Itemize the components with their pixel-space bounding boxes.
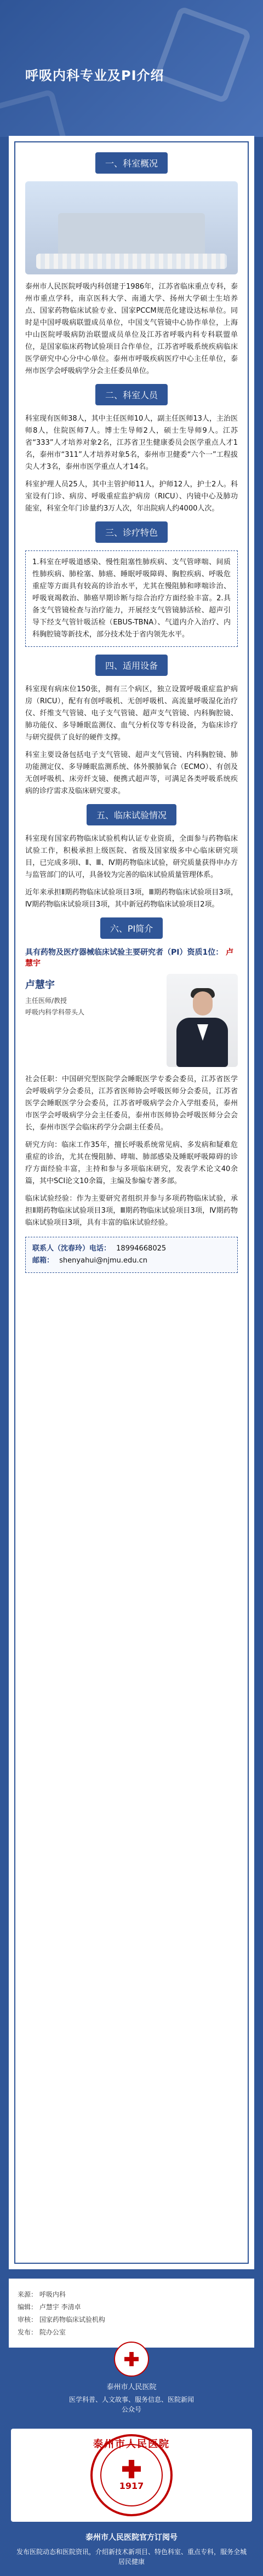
meta-editor-label: 编辑： xyxy=(18,2303,38,2311)
contact-email-label: 邮箱： xyxy=(32,1257,54,1265)
section-title: 二、科室人员 xyxy=(95,384,168,405)
equipment-text: 科室现有病床位150张，拥有三个病区，独立设置呼吸重症监护病房（RICU），配有有创呼吸机、无创呼吸机、高流量呼吸湿化治疗仪、纤维支气管镜、电子支气管镜、超声支气管镜、内科胸腔镜、肺功能仪、多导睡眠监测仪、血气分析仪等专科设备，为临床诊疗与研究提供了良好的硬件支撑。 xyxy=(25,685,238,742)
hospital-logo-icon xyxy=(114,2342,149,2377)
pi-info xyxy=(25,974,159,1019)
staff-text: 科室现有医师38人，其中主任医师10人，副主任医师13人，主治医师8人，住院医师7人。博士生导师2人，硕士生导师9人。江苏省“333”人才培养对象2名，江苏省卫生健康委员会医学重点人才1名，泰州市“311”人才培养对象5名，泰州市卫健委“六个一”工程拔尖人才3名，泰州市医学重点人才14名。 xyxy=(25,415,238,471)
meta-publisher-value: 院办公室 xyxy=(39,2328,66,2336)
org-desc-line: 医学科普、人文故事、服务信息、医院新闻 xyxy=(68,2396,194,2403)
trials-text: 科室现有国家药物临床试验机构认证专业资质，全面参与药物临床试验工作，积极承担上级医院、省级及国家级多中心临床研究项目，已完成多项Ⅰ、Ⅱ、Ⅲ、Ⅳ期药物临床试验，研究质量获得申办方与监管部门的认可，具备较为完善的临床试验质量管理体系。 xyxy=(25,835,238,879)
meta-reviewer xyxy=(18,2315,245,2324)
meta-publisher-label: 发布： xyxy=(18,2328,38,2336)
page-title: 呼吸内科专业及PI介绍 xyxy=(25,68,164,83)
section-heading xyxy=(19,521,244,543)
features-text: 1.科室在呼吸道感染、慢性阻塞性肺疾病、支气管哮喘、间质性肺疾病、肺栓塞、肺癌、睡眠呼吸障碍、胸腔疾病、呼吸危重症等方面具有较高的诊治水平，尤其在慢阻肺和哮喘诊治、呼吸衰竭救治、肺癌早期诊断与综合治疗方面经验丰富。2.具备支气管镜检查与治疗能力，开展经支气管镜肺活检、超声引导下经支气管针吸活检（EBUS-TBNA）、气道内介入治疗、内科胸腔镜等新技术，部分技术处于省内领先水平。 xyxy=(32,558,231,639)
pi-social-text: 社会任职：中国研究型医院学会睡眠医学专委会委员，江苏省医学会呼吸病学分会委员，江苏省医师协会呼吸医师分会委员，江苏省医学会睡眠医学分会委员，江苏省呼吸病学会介入学组委员，泰州市医学会呼吸病学分会主任委员，泰州市医师协会呼吸医师分会会长，泰州市医学会临床药学分会副主任委员。 xyxy=(25,1075,238,1132)
contact-phone-line xyxy=(32,1243,231,1255)
features-box xyxy=(25,550,238,647)
contact-email[interactable]: shenyahui@njmu.edu.cn xyxy=(59,1257,148,1265)
red-cross-icon xyxy=(124,2352,139,2366)
meta-source-label: 来源： xyxy=(18,2291,38,2298)
section-title: 六、PI简介 xyxy=(100,917,163,939)
seal-cross-icon xyxy=(122,2460,141,2479)
contact-phone[interactable]: 18994668025 xyxy=(116,1244,167,1253)
decor-shape xyxy=(0,89,76,137)
trials-text: 近年来承担Ⅱ期药物临床试验项目3项，Ⅲ期药物临床试验项目3项，Ⅳ期药物临床试验项目3项，其中新冠药物临床试验项目2项。 xyxy=(25,888,238,909)
footer-account-desc: 发布医院动态和医院资讯，介绍新技术新项目、特色科室、重点专科，服务全城居民健康 xyxy=(16,2548,247,2566)
pi-research-text: 研究方向：临床工作35年，擅长呼吸系统常见病、多发病和疑难危重症的诊治，尤其在慢阻肺、哮喘、肺部感染及睡眠呼吸障碍的诊疗方面经验丰富，主持和参与多项临床研究，发表学术论文40余篇，其中SCI论文10余篇，主编及参编专著多部。 xyxy=(25,1141,238,1185)
seal-top-text: 泰州市人民医院 xyxy=(93,2439,170,2450)
contact-box xyxy=(25,1237,238,1273)
head-shape xyxy=(193,991,213,1016)
meta-reviewer-label: 审核： xyxy=(18,2316,38,2323)
org-desc-line: 公众号 xyxy=(121,2406,141,2413)
pi-heading xyxy=(25,946,238,968)
meta-source xyxy=(18,2290,245,2299)
section-title: 三、诊疗特色 xyxy=(95,521,168,543)
section-heading xyxy=(19,917,244,939)
pi-title-line: 呼吸内科学科带头人 xyxy=(25,1008,85,1016)
pi-title-line: 主任医师/教授 xyxy=(25,997,67,1005)
section-title: 一、科室概况 xyxy=(95,152,168,174)
hospital-seal-icon xyxy=(90,2434,173,2516)
section-title: 四、适用设备 xyxy=(95,655,168,676)
org-desc xyxy=(9,2395,254,2414)
section-heading xyxy=(19,384,244,405)
main-content xyxy=(9,136,254,2269)
contact-email-line xyxy=(32,1255,231,1267)
pi-trials-text: 临床试验经验：作为主要研究者组织并参与多项药物临床试验，承担Ⅱ期药物临床试验项目3项，Ⅲ期药物临床试验项目3项，Ⅳ期药物临床试验项目3项，具有丰富的临床试验经验。 xyxy=(25,1195,238,1227)
meta-editor-value: 卢慧宇 李清卓 xyxy=(39,2303,81,2311)
seal-inner xyxy=(100,2444,163,2506)
meta-editor xyxy=(18,2302,245,2311)
hospital-seal-card xyxy=(11,2429,252,2522)
section-title: 五、临床试验情况 xyxy=(87,804,176,825)
meta-publisher xyxy=(18,2327,245,2337)
footer-account-name: 泰州市人民医院官方订阅号 xyxy=(85,2533,178,2542)
pi-profile xyxy=(25,974,238,1067)
equipment-text: 科室主要设备包括电子支气管镜、超声支气管镜、内科胸腔镜、肺功能测定仪、多导睡眠监测系统、体外膜肺氧合（ECMO）、有创及无创呼吸机、床旁纤支镜、便携式超声等，可满足各类呼吸系统疾病的诊疗需求及临床研究要求。 xyxy=(25,751,238,795)
section-heading xyxy=(19,152,244,174)
seal-year: 1917 xyxy=(119,2480,144,2491)
section-heading xyxy=(19,804,244,825)
pi-photo xyxy=(167,974,238,1067)
header-banner xyxy=(0,0,263,137)
org-name: 泰州市人民医院 xyxy=(106,2383,157,2391)
meta-reviewer-value: 国家药物临床试验机构 xyxy=(39,2316,105,2323)
hospital-photo xyxy=(25,181,238,274)
section-heading xyxy=(19,655,244,676)
pi-heading-prefix: 具有药物及医疗器械临床试验主要研究者（PI）资质1位： xyxy=(25,948,224,957)
contact-phone-label: 联系人（沈春玲）电话： xyxy=(32,1244,111,1253)
meta-source-value: 呼吸内科 xyxy=(39,2291,66,2298)
decor-shape xyxy=(153,5,251,104)
staff-text: 科室护理人员25人，其中主管护师11人，护师12人，护士2人。科室设有门诊、病房、呼吸重症监护病房（RICU）、内镜中心及肺功能室，科室全年门诊量约3万人次，年出院病人约4000人次。 xyxy=(25,480,238,513)
pi-name: 卢慧宇 xyxy=(25,979,55,991)
page-footer xyxy=(0,2336,263,2576)
pi-heading-name: 卢慧宇 xyxy=(25,948,234,968)
overview-text: 泰州市人民医院呼吸内科创建于1986年，江苏省临床重点专科，泰州市重点学科，南京医科大学、南通大学、扬州大学硕士生培养点、国家药物临床试验专业、国家PCCM规范化建设达标单位。同时是中国呼吸病联盟成员单位，中国支气管镜中心协作单位，上海中山医院呼吸病防治联盟成员单位及江苏省呼吸内科专科联盟单位，是国家临床药物试验项目合作单位，江苏省呼吸系统疾病临床医学研究中心分中心单位。泰州市呼吸疾病医疗中心主任单位，泰州市医学会呼吸病学分会主任委员单位。 xyxy=(25,283,238,375)
crowd-illustration xyxy=(36,254,227,269)
